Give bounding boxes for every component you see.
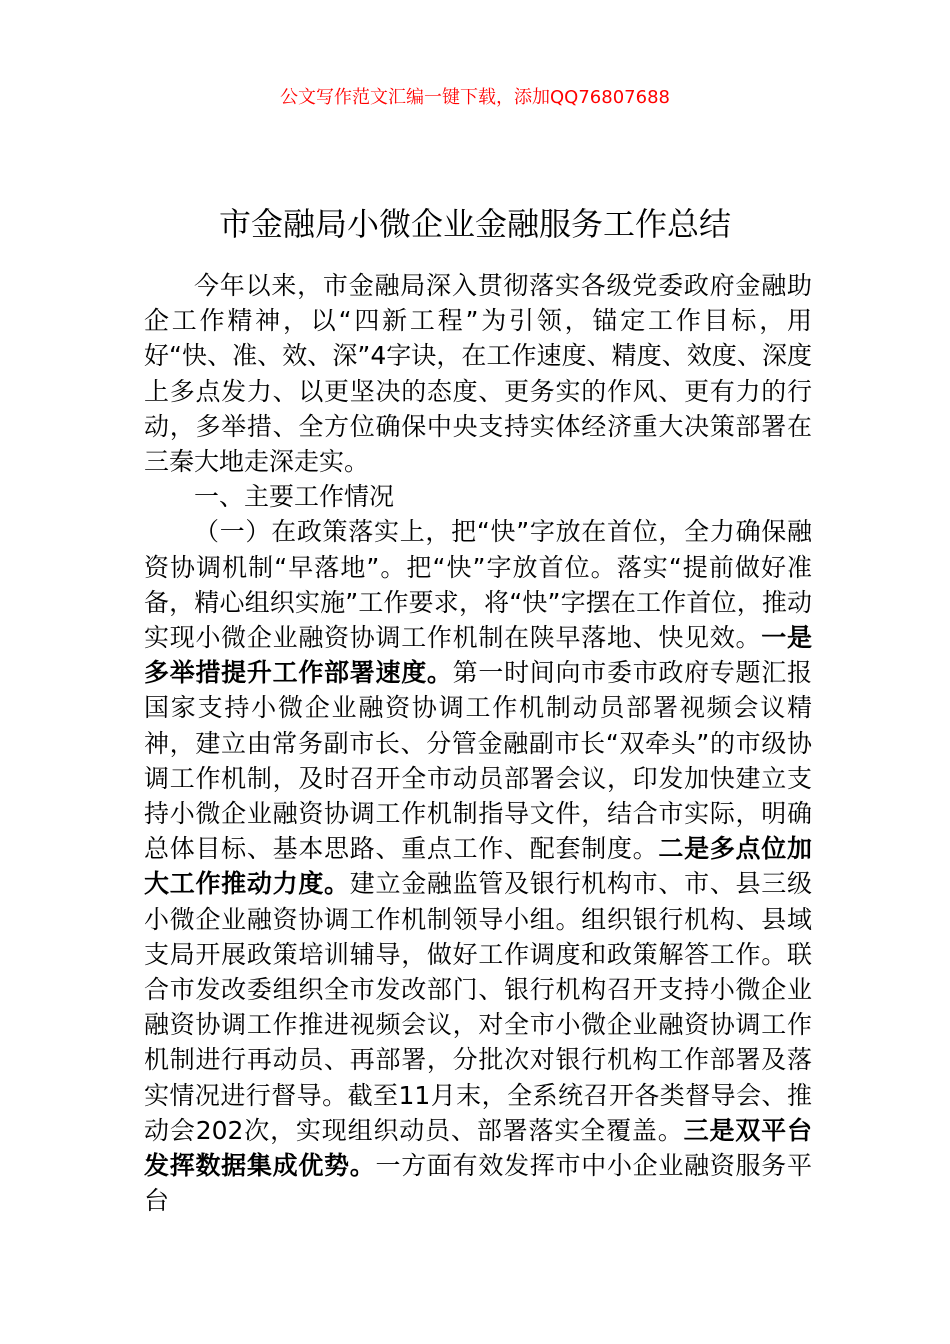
paragraph-1-text-1: （一）在政策落实上，把“快”字放在首位，全力确保融资协调机制“早落地”。把“快”字放首位。落实“提前做好准备，精心组织实施”工作要求，将“快”字摆在工作首位，推动实现小微企业融资协调工作机制在陕早落地、快见效。 (144, 517, 812, 653)
paragraph-1-text-2: 第一时间向市委市政府专题汇报国家支持小微企业融资协调工作机制动员部署视频会议精神，建立由常务副市长、分管金融副市长“双牵头”的市级协调工作机制，及时召开全市动员部署会议，印发加快建立支持小微企业融资协调工作机制指导文件，结合市实际，明确总体目标、基本思路、重点工作、配套制度。 (144, 658, 812, 864)
paragraph-1 (144, 514, 812, 1218)
paragraph-1-bold-2: 二是多点位加大工作推动力度。 (144, 834, 812, 899)
paragraph-1-text-3: 建立金融监管及银行机构市、市、县三级小微企业融资协调工作机制领导小组。组织银行机构、县域支局开展政策培训辅导，做好工作调度和政策解答工作。联合市发改委组织全市发改部门、银行机构召开支持小微企业融资协调工作推进视频会议，对全市小微企业融资协调工作机制进行再动员、再部署，分批次对银行机构工作部署及落实情况进行督导。截至11月末，全系统召开各类督导会、推动会202次，实现组织动员、部署落实全覆盖。 (144, 869, 812, 1145)
document-body (144, 268, 812, 1218)
paragraph-1-bold-3: 三是双平台发挥数据集成优势。 (144, 1115, 812, 1181)
header-note: 公文写作范文汇编一键下载，添加QQ76807688 (280, 87, 670, 108)
intro-paragraph: 今年以来，市金融局深入贯彻落实各级党委政府金融助企工作精神，以“四新工程”为引领，锚定工作目标，用好“快、准、效、深”4字诀，在工作速度、精度、效度、深度上多点发力、以更坚决的态度、更务实的作风、更有力的行动，多举措、全方位确保中央支持实体经济重大决策部署在三秦大地走深走实。 (144, 271, 812, 477)
section-heading: 一、主要工作情况 (194, 482, 395, 512)
paragraph-1-bold-1: 一是多举措提升工作部署速度。 (144, 623, 812, 688)
document-title: 市金融局小微企业金融服务工作总结 (218, 205, 731, 244)
paragraph-1-text-4: 一方面有效发挥市中小企业融资服务平台 (144, 1151, 812, 1216)
